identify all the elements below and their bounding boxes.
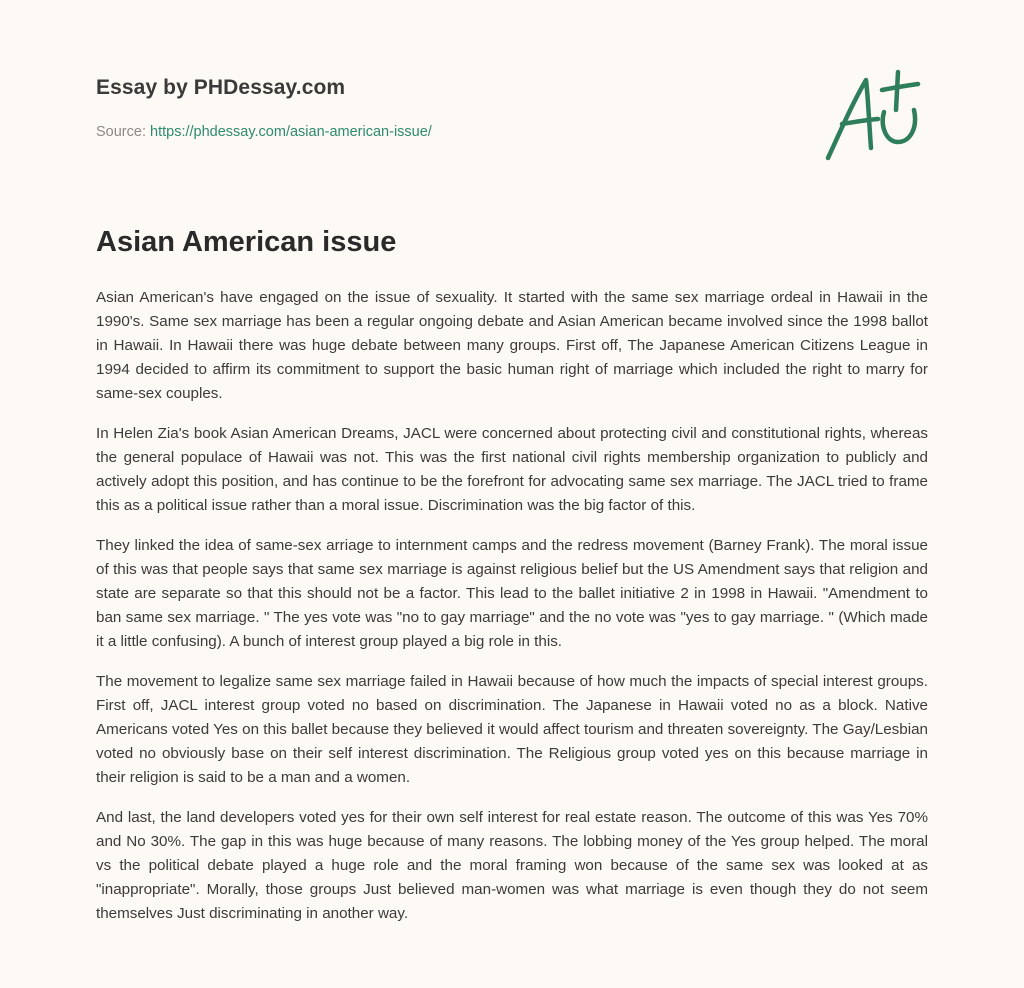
essay-paragraph: And last, the land developers voted yes for their own self interest for real estate reason. The outcome of this was Yes 70% and No 30%. The gap in this was huge because of many reasons. The lobbing money of the Yes group helped. The moral vs the political debate played a huge role and the moral framing won because of the same sex was looked at as "inappropriate". Morally, those groups Just believed man-women was what marriage is even though they do not seem themselves Just discriminating in another way. [96,809,928,922]
essay-paragraph: The movement to legalize same sex marriage failed in Hawaii because of how much the impacts of special interest groups. First off, JACL interest group voted no based on discrimination. The Japanese in Hawaii voted no as a block. Native Americans voted Yes on this ballet because they believed it would affect tourism and threaten sovereignty. The Gay/Lesbian voted no obviously base on their self interest discrimination. The Religious group voted yes on this because marriage in their religion is said to be a man and a women. [96,673,928,786]
essay-paragraph: In Helen Zia's book Asian American Dreams, JACL were concerned about protecting civil and constitutional rights, whereas the general populace of Hawaii was not. This was the first national civil rights membership organization to publicly and actively adopt this position, and has continue to be the forefront for advocating same sex marriage. The JACL tried to frame this as a political issue rather than a moral issue. Discrimination was the big factor of this. [96,425,928,514]
essay-paragraph: They linked the idea of same-sex arriage to internment camps and the redress movement (Barney Frank). The moral issue of this was that people says that same sex marriage is against religious belief but the US Amendment says that religion and state are separate so that this should not be a factor. This lead to the ballet initiative 2 in 1998 in Hawaii. "Amendment to ban same sex marriage. " The yes vote was "no to gay marriage" and the no vote was "yes to gay marriage. " (Which made it a little confusing). A bunch of interest group played a big role in this. [96,537,928,650]
a-plus-logo-icon [822,66,926,166]
essay-body [96,286,928,942]
essay-title: Asian American issue [96,226,397,258]
source-link[interactable]: https://phdessay.com/asian-american-issue/ [150,124,432,140]
essay-paragraph: Asian American's have engaged on the issue of sexuality. It started with the same sex marriage ordeal in Hawaii in the 1990's. Same sex marriage has been a regular ongoing debate and Asian American became involved since the 1998 ballot in Hawaii. In Hawaii there was huge debate between many groups. First off, The Japanese American Citizens League in 1994 decided to affirm its commitment to support the basic human right of marriage which included the right to marry for same-sex couples. [96,289,928,402]
essay-page [96,0,928,922]
source-label: Source: [96,124,146,140]
source-line [96,124,432,140]
site-title: Essay by PHDessay.com [96,76,346,99]
header [96,0,928,200]
